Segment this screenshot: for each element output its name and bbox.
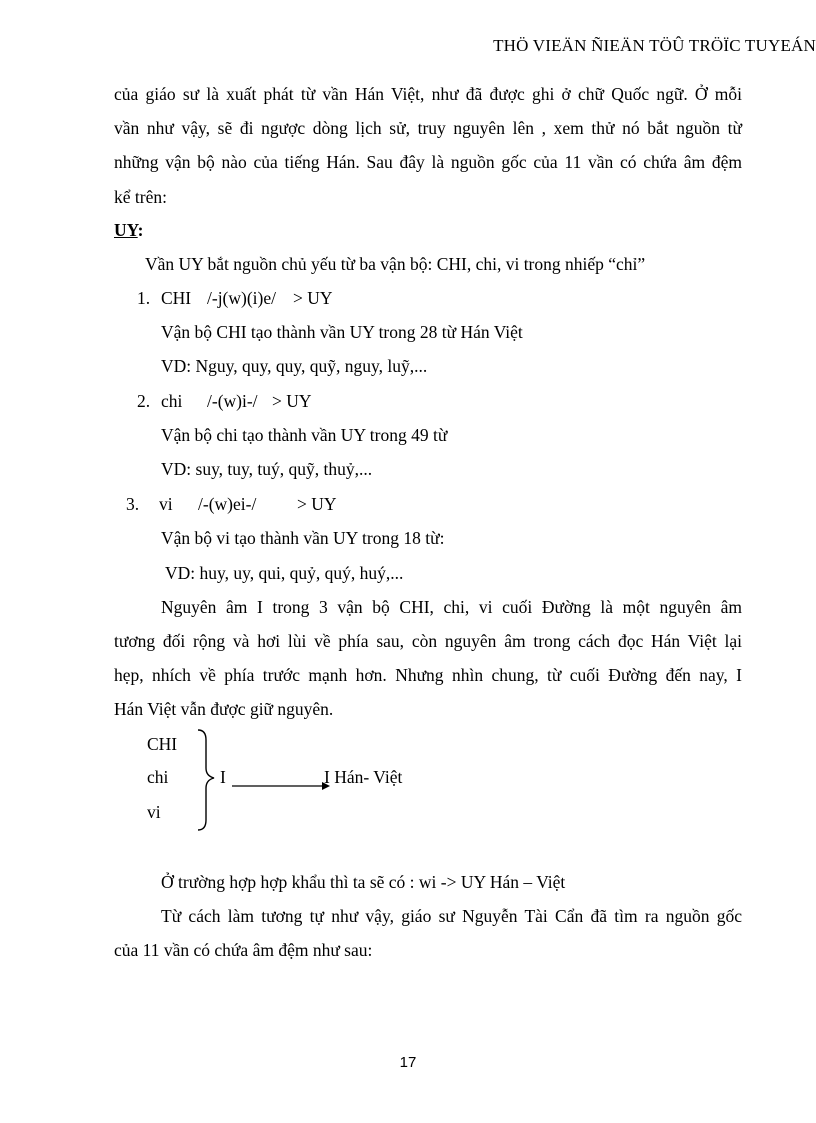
para2-line-1: Nguyên âm I trong 3 vận bộ CHI, chi, vi cuối Đường là một nguyên âm bbox=[161, 597, 742, 617]
section-heading-text: UY bbox=[114, 220, 138, 240]
diagram-source-vi: vi bbox=[147, 802, 161, 822]
diagram-source-chi-upper: CHI bbox=[147, 734, 178, 754]
item-1-formula: /-j(w)(i)e/ bbox=[207, 288, 276, 308]
item-2-result: > UY bbox=[272, 391, 312, 411]
item-2-example: VD: suy, tuy, tuý, quỹ, thuỷ,... bbox=[161, 459, 373, 479]
diagram-middle: I bbox=[220, 767, 226, 787]
item-1-label: CHI bbox=[161, 288, 192, 308]
diagram-source-chi: chi bbox=[147, 767, 169, 787]
item-2-label: chi bbox=[161, 391, 183, 411]
item-1-number: 1. bbox=[137, 288, 151, 308]
item-2-formula: /-(w)i-/ bbox=[207, 391, 258, 411]
item-3-example: VD: huy, uy, qui, quỷ, quý, huý,... bbox=[165, 563, 404, 583]
item-2-description: Vận bộ chi tạo thành vần UY trong 49 từ bbox=[161, 425, 448, 445]
item-3-description: Vận bộ vi tạo thành vần UY trong 18 từ: bbox=[161, 528, 445, 548]
intro-line-4: kể trên: bbox=[114, 187, 167, 207]
item-2-number: 2. bbox=[137, 391, 151, 411]
item-3-result: > UY bbox=[297, 494, 337, 514]
item-3-label: vi bbox=[159, 494, 173, 514]
item-1-description: Vận bộ CHI tạo thành vần UY trong 28 từ Hán Việt bbox=[161, 322, 523, 342]
item-3-number: 3. bbox=[126, 494, 140, 514]
page-header: THÖ VIEÄN ÑIEÄN TÖÛ TRÖÏC TUYEÁN bbox=[493, 36, 816, 55]
item-1-result: > UY bbox=[293, 288, 333, 308]
intro-line-1: của giáo sư là xuất phát từ vần Hán Việt, như đã được ghi ở chữ Quốc ngữ. Ở mỗi bbox=[114, 84, 742, 104]
section-heading bbox=[114, 220, 144, 241]
intro-line-3: những vận bộ nào của tiếng Hán. Sau đây là nguồn gốc của 11 vần có chứa âm đệm bbox=[114, 152, 742, 172]
page-number: 17 bbox=[399, 1054, 417, 1071]
para3: Ở trường hợp hợp khẩu thì ta sẽ có : wi -> UY Hán – Việt bbox=[161, 872, 566, 892]
para2-line-2: tương đối rộng và hơi lùi về phía sau, còn nguyên âm trong cách đọc Hán Việt lại bbox=[114, 631, 742, 651]
para2-line-3: hẹp, nhích về phía trước mạnh hơn. Nhưng nhìn chung, từ cuối Đường đến nay, I bbox=[114, 665, 742, 685]
right-brace-icon bbox=[198, 730, 214, 830]
item-1-example: VD: Nguy, quy, quy, quỹ, nguy, luỹ,... bbox=[161, 356, 428, 376]
intro-line-2: vần như vậy, sẽ đi ngược dòng lịch sử, truy nguyên lên , xem thử nó bắt nguồn từ bbox=[114, 118, 742, 138]
para2-line-4: Hán Việt vẫn được giữ nguyên. bbox=[114, 699, 334, 719]
diagram-result: I Hán- Việt bbox=[324, 767, 403, 787]
section-heading-colon: : bbox=[137, 220, 144, 240]
item-3-formula: /-(w)ei-/ bbox=[198, 494, 257, 514]
para4-line-1: Từ cách làm tương tự như vậy, giáo sư Nguyễn Tài Cẩn đã tìm ra nguồn gốc bbox=[161, 906, 742, 926]
para4-line-2: của 11 vần có chứa âm đệm như sau: bbox=[114, 940, 373, 960]
lead-sentence: Vần UY bắt nguồn chủ yếu từ ba vận bộ: CHI, chi, vi trong nhiếp “chỉ” bbox=[145, 254, 646, 274]
